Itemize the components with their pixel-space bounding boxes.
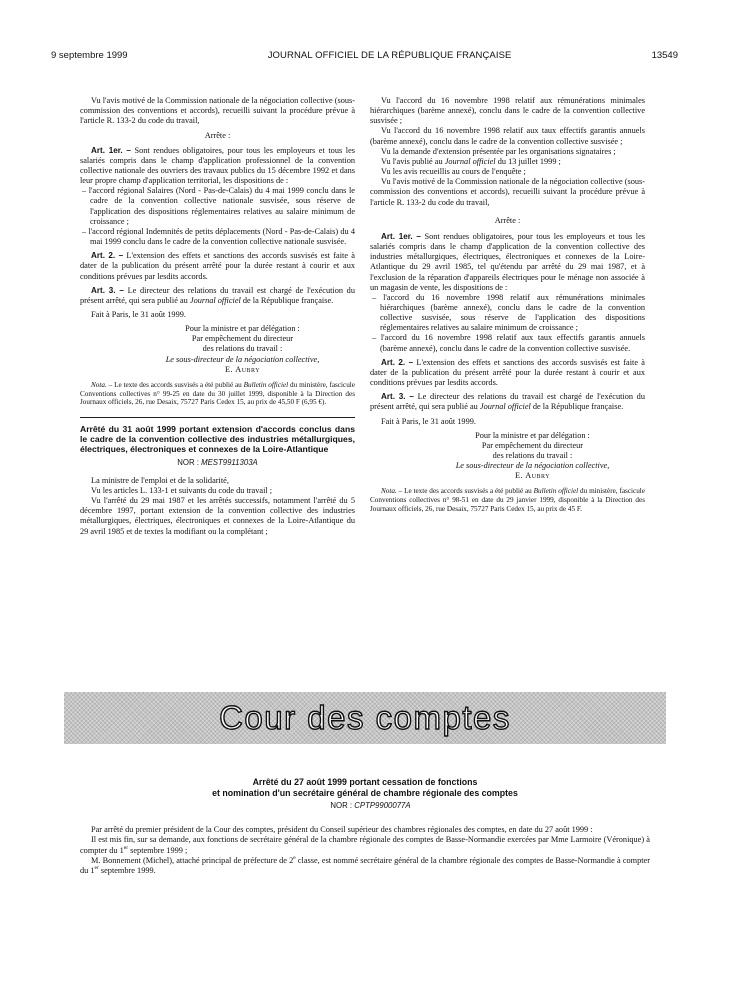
section-banner (64, 692, 666, 744)
paragraph: Par arrêté du premier président de la Cour des comptes, président du Conseil supérieur des chambres régionales des comptes, en date du 27 août 1999 : (91, 825, 593, 835)
bulletin-officiel-ref: Bulletin officiel (243, 380, 289, 389)
paragraph: Vu les avis recueillis au cours de l'enquête ; (381, 167, 526, 177)
nota-text: du ministère, fascicule Conventions collectives n° 99-25 en date du 30 juillet 1999, disponible à la Direction des Journaux officiels, 26, rue Desaix, 75727 Paris Cedex 15, au prix de 45,50 F (6,95 €). (80, 380, 355, 407)
signatory-name: E. Aubry (224, 364, 261, 374)
text: Il est mis fin, sur sa demande, aux fonctions de secrétaire général de la chambre régionale des comptes de Basse-Normandie exercées par Mme Larmoire (Véronique) à compter du 1 (80, 835, 650, 855)
paragraph: Vu l'accord du 16 novembre 1998 relatif aux rémunérations minimales hiérarchiques (barème annexé), conclu dans le cadre de la convention collective susvisée ; (370, 96, 645, 126)
header-journal-title: JOURNAL OFFICIEL DE LA RÉPUBLIQUE FRANÇAISE (267, 50, 512, 61)
signature-line: Par empêchement du directeur (191, 334, 294, 344)
arrete-title-line: et nomination d'un secrétaire général de chambre régionale des comptes (212, 787, 518, 798)
nota-text: Le texte des accords susvisés a été publié au (114, 380, 242, 389)
divider (80, 417, 355, 418)
nota-text: du ministère, fascicule Conventions collectives n° 98-51 en date du 29 janvier 1999, disponible à la Direction des Journaux officiels, 26, rue Desaix, 75727 Paris Cedex 15, au prix de 45 F. (370, 487, 645, 513)
signature-line: Le sous-directeur de la négociation collective, (455, 461, 610, 471)
text: septembre 1999. (98, 866, 156, 876)
article-text: de la République française. (532, 402, 624, 412)
article-label: Art. 1er. – (381, 231, 421, 241)
nota-label: Nota. – (91, 380, 113, 389)
nor-reference (80, 801, 650, 811)
nor-code: MESТ9911303A (201, 457, 258, 467)
paragraph (80, 835, 650, 855)
text: Vu l'avis publié au (381, 156, 443, 166)
article-text: Sont rendues obligatoires, pour tous les employeurs et tous les salariés compris dans le champ d'application de la convention collective des industries métallurgiques, électriques, électroniques et connexes de la Loire-Atlantique du 29 avril 1985, tel qu'étendu par arrêté du 29 mai 1987, et à l'exclusion de la réparation d'appareils électriques pour le ménage non associée à un magasin de vente, les dispositions de : (370, 231, 645, 292)
nota-label: Nota. – (381, 487, 403, 496)
nor-label: NOR : (330, 801, 353, 810)
text: septembre 1999 ; (128, 845, 188, 855)
paragraph: Vu l'accord du 16 novembre 1998 relatif aux taux effectifs garantis annuels (barème annexé), conclu dans le cadre de la convention collective susvisée ; (370, 126, 645, 146)
bulletin-officiel-ref: Bulletin officiel (533, 487, 579, 496)
list-item: – l'accord du 16 novembre 1998 relatif aux rémunérations minimales hiérarchiques (barème annexé), conclu dans le cadre de la convention collective susvisée, sous réserve de l'application des dispositions réglementaires relatives au salaire minimum de croissance ; (372, 292, 645, 333)
article-text: Le directeur des relations du travail est chargé de l'exécution du présent arrêté, qui sera publié au (80, 285, 355, 305)
article-1 (370, 232, 645, 293)
article-label: Art. 1er. – (91, 145, 131, 155)
list-item: – l'accord régional Indemnités de petits déplacements (Nord - Pas-de-Calais) du 4 mai 1999 conclu dans le cadre de la convention collective nationale susvisée. (82, 226, 355, 247)
paragraph: La ministre de l'emploi et de la solidarité, (91, 475, 229, 485)
nota (80, 381, 355, 407)
article-3 (80, 286, 355, 306)
fait-a-paris: Fait à Paris, le 31 août 1999. (381, 416, 476, 426)
paragraph: Vu les articles L. 133-1 et suivants du code du travail ; (91, 486, 273, 495)
arrete-heading: Arrête : (494, 215, 521, 225)
article-2 (80, 251, 355, 281)
list-item: – l'accord du 16 novembre 1998 relatif aux taux effectifs garantis annuels (barème annexé), conclu dans le cadre de la convention collective susvisée. (372, 333, 645, 353)
journal-officiel-ref: Journal officiel (444, 156, 496, 166)
nor-reference (80, 458, 355, 468)
paragraph: Vu l'arrêté du 29 mai 1987 et les arrêtés successifs, notamment l'arrêté du 5 décembre 1997, portant extension de la convention collective des industries métallurgiques, électriques, électroniques et connexes de la Loire-Atlantique du 29 avril 1985 et de textes la modifiant ou la complétant ; (80, 496, 355, 536)
nor-label: NOR : (177, 457, 199, 467)
cour-des-comptes-section (80, 777, 650, 876)
text: du 13 juillet 1999 ; (497, 156, 561, 166)
signature-line: Pour la ministre et par délégation : (475, 430, 590, 440)
header-page-number: 13549 (651, 50, 678, 61)
nor-code: CPTP9900077A (354, 801, 411, 810)
section-banner-title: Cour des comptes (219, 699, 511, 736)
article-text: L'extension des effets et sanctions des accords susvisés est faite à dater de la publication du présent arrêté pour la durée restant à courir et aux conditions prévues par lesdits accords. (370, 357, 645, 388)
article-label: Art. 2. – (91, 251, 124, 261)
signature-line: des relations du travail : (492, 451, 573, 460)
paragraph: Vu l'avis motivé de la Commission nationale de la négociation collective (sous-commission des conventions et accords), recueilli suivant la procédure prévue à l'article R. 133-2 du code du travail, (80, 96, 355, 126)
arrete-title: Arrêté du 31 août 1999 portant extension d'accords conclus dans le cadre de la convention collective des industries métallurgiques, électriques, électroniques et connexes de la Loire-Atlantique (80, 423, 355, 454)
article-label: Art. 3. – (91, 285, 124, 295)
paragraph (370, 157, 645, 167)
signature-line: Le sous-directeur de la négociation collective, (165, 354, 320, 364)
nota-text: Le texte des accords susvisés a été publié au (404, 487, 532, 496)
article-text: Le directeur des relations du travail est chargé de l'exécution du présent arrêté, qui sera publié au (370, 392, 645, 412)
article-1 (80, 146, 355, 187)
nota (370, 487, 645, 513)
journal-officiel-ref: Journal officiel (189, 295, 241, 305)
signature-block (420, 431, 645, 482)
left-column (80, 96, 355, 537)
article-label: Art. 2. – (381, 357, 414, 367)
signature-line: Pour la ministre et par délégation : (185, 324, 300, 334)
signatory-name: E. Aubry (514, 471, 551, 481)
article-text: Sont rendues obligatoires, pour tous les employeurs et tous les salariés compris dans le champ d'application professionnel de la convention collective nationale des ouvriers des travaux publics du 15 décembre 1992 et dans leur propre champ d'application territorial, les dispositions de : (80, 145, 355, 186)
journal-officiel-ref: Journal officiel (479, 402, 531, 412)
superscript: e (293, 855, 296, 862)
article-3 (370, 392, 645, 412)
arrete-title-line: Arrêté du 27 août 1999 portant cessation de fonctions (252, 777, 478, 787)
fait-a-paris: Fait à Paris, le 31 août 1999. (91, 309, 186, 319)
paragraph: Vu la demande d'extension présentée par les organisations signataires ; (381, 146, 616, 156)
paragraph: Vu l'avis motivé de la Commission nationale de la négociation collective (sous-commission des conventions et accords), recueilli suivant la procédure prévue à l'article R. 133-2 du code du travail, (370, 177, 645, 207)
article-text: de la République française. (242, 295, 334, 305)
paragraph (80, 856, 650, 876)
signature-line: des relations du travail : (202, 344, 283, 354)
text: classe, est nommé secrétaire général de la chambre régionale des comptes de Basse-Normandie à compter du 1 (80, 855, 650, 876)
header-date: 9 septembre 1999 (51, 50, 128, 61)
signature-line: Par empêchement du directeur (481, 440, 584, 450)
list-item: – l'accord régional Salaires (Nord - Pas-de-Calais) du 4 mai 1999 conclu dans le cadre de la convention collective nationale susvisée, sous réserve de l'application des dispositions réglementaires relatives au salaire minimum de croissance ; (82, 186, 355, 226)
page-header (51, 50, 678, 61)
right-column (370, 96, 645, 513)
text: M. Bonnement (Michel), attaché principal de préfecture de 2 (91, 855, 294, 865)
signature-block (130, 324, 355, 375)
article-label: Art. 3. – (381, 392, 414, 402)
superscript: er (123, 844, 129, 851)
arrete-heading: Arrête : (204, 131, 231, 141)
article-2 (370, 358, 645, 388)
article-text: L'extension des effets et sanctions des accords susvisés est faite à dater de la publication du présent arrêté pour la durée restant à courir et aux conditions prévues par lesdits accords. (80, 251, 355, 281)
superscript: er (94, 865, 99, 872)
